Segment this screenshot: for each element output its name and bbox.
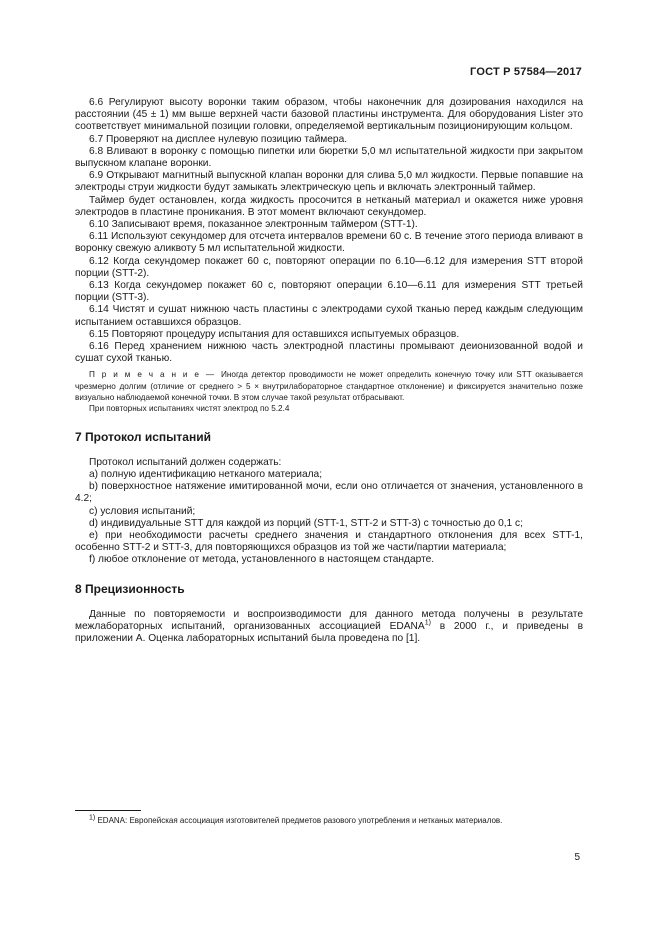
standard-header: ГОСТ Р 57584—2017: [470, 66, 582, 78]
list-item-e: e) при необходимости расчеты среднего значения и стандартного отклонения для всех STT-1, особенно STT-2 и STT-3, для повторяющихся образцов из той же части/партии материала;: [75, 530, 583, 554]
paragraph-6-15: 6.15 Повторяют процедуру испытания для оставшихся испытуемых образцов.: [89, 328, 460, 340]
paragraph-6-8: 6.8 Вливают в воронку с помощью пипетки или бюретки 5,0 мл испытательной жидкости при закрытом выпускном клапане воронки.: [75, 145, 583, 170]
list-item-a: а) полную идентификацию нетканого материала;: [89, 469, 323, 481]
section-7-intro: Протокол испытаний должен содержать:: [89, 456, 282, 468]
footnote: [75, 815, 583, 827]
paragraph-6-12: 6.12 Когда секундомер покажет 60 с, повторяют операции по 6.10—6.12 для измерения STT второй порции (STT-2).: [75, 255, 583, 279]
list-item-b: b) поверхностное натяжение имитированной мочи, если оно отличается от значения, установленного в 4.2;: [75, 481, 583, 505]
list-item-f: f) любое отклонение от метода, установленного в настоящем стандарте.: [89, 554, 435, 566]
section-8-text-before: Данные по повторяемости и воспроизводимости для данного метода получены в результате межлабораторных испытаний, организованных ассоциацией EDANA: [75, 608, 583, 633]
section-8-title: 8 Прецизионность: [75, 581, 185, 596]
note: [75, 369, 583, 403]
section-8-text: [75, 609, 583, 646]
note-extra: При повторных испытаниях чистят электрод по 5.2.4: [89, 404, 290, 414]
paragraph-6-14: 6.14 Чистят и сушат нижнюю часть пластины с электродами сухой тканью перед каждым следующим испытанием оставшихся образцов.: [75, 304, 583, 328]
footnote-text: EDANA: Европейская ассоциация изготовителей предметов разового употребления и нетканых материалов.: [95, 816, 503, 825]
footnote-divider: [75, 810, 141, 811]
paragraph-timer: Таймер будет остановлен, когда жидкость просочится в нетканый материал и окажется ниже уровня электродов в пластине проникания. В этот момент включают секундомер.: [75, 194, 583, 218]
footnote-reference: 1): [424, 619, 431, 627]
document-body: [75, 97, 583, 646]
page-number: 5: [574, 852, 580, 863]
paragraph-6-10: 6.10 Записывают время, показанное электронным таймером (STT-1).: [89, 219, 418, 231]
list-item-c: c) условия испытаний;: [89, 505, 196, 517]
paragraph-6-11: 6.11 Используют секундомер для отсчета интервалов времени 60 с. В течение этого периода вливают в воронку свежую аликвоту 5 мл испытательной жидкости.: [75, 231, 583, 255]
paragraph-6-9: 6.9 Открывают магнитный выпускной клапан воронки для слива 5,0 мл жидкости. Первые попавшие на электроды струи жидкости будут замыкать электрическую цепь и включать электронный таймер.: [75, 170, 583, 194]
note-label: П р и м е ч а н и е —: [89, 370, 221, 380]
paragraph-6-7: 6.7 Проверяют на дисплее нулевую позицию таймера.: [89, 133, 348, 145]
footnote-mark: 1): [89, 814, 96, 822]
section-7-title: 7 Протокол испытаний: [75, 429, 211, 444]
note-text: Иногда детектор проводимости не может определить конечную точку или STT оказывается чрезмерно долгим (отличие от среднего > 5 × внутрилабораторное стандартное отклонение) и фиксируется значительно позже визуально наблюдаемой конечной точки. В этом случае такой результат отбрасывают.: [75, 370, 583, 403]
paragraph-6-13: 6.13 Когда секундомер покажет 60 с, повторяют операции 6.10—6.11 для измерения STT третьей порции (STT-3).: [75, 280, 583, 304]
section-8-text-after: в 2000 г., и приведены в приложении А. Оценка лабораторных испытаний была проведена по [1].: [75, 621, 584, 645]
paragraph-6-6: 6.6 Регулируют высоту воронки таким образом, чтобы наконечник для дозирования находился на расстоянии (45 ± 1) мм выше верхней части базовой пластины инструмента. Для оборудования Lister это соответствует минимальной позиции головки, определяемой вертикальным позиционирующим кольцом.: [75, 97, 583, 133]
paragraph-6-16: 6.16 Перед хранением нижнюю часть электродной пластины промывают деионизованной водой и сушат сухой тканью.: [75, 341, 583, 365]
list-item-d: d) индивидуальные STT для каждой из порций (STT-1, STT-2 и STT-3) с точностью до 0,1 с;: [89, 517, 523, 529]
